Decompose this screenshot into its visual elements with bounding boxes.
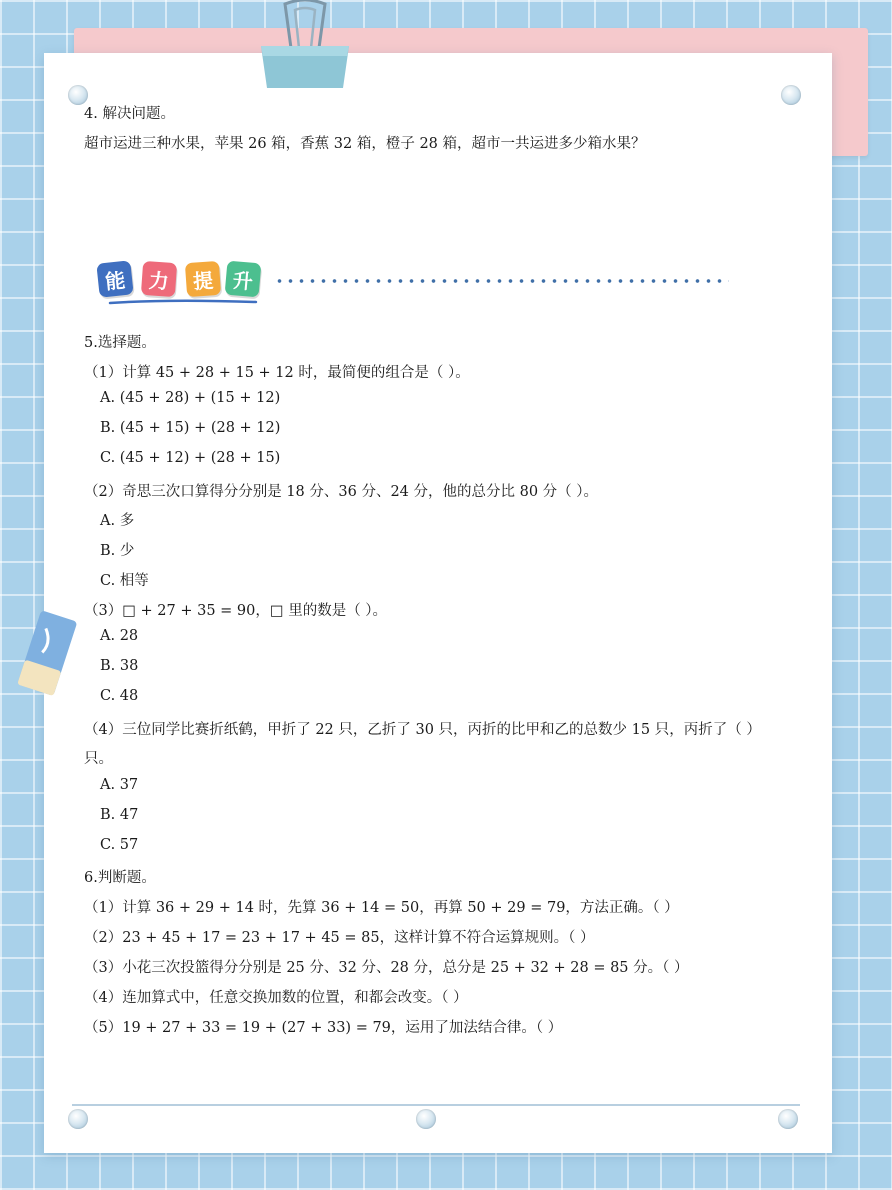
q6-item-2: （2）23 + 45 + 17 = 23 + 17 + 45 = 85，这样计算不符合运算规则。（ ） (84, 930, 595, 946)
q5-p3-option-c: C. 48 (100, 688, 139, 704)
q5-p2-option-a: A. 多 (100, 513, 135, 529)
q4-heading: 4. 解决问题。 (84, 106, 175, 122)
paper-hole-bottom-middle (416, 1109, 436, 1129)
brush-underline-icon (108, 298, 258, 306)
section-badge-char-2: 力 (141, 261, 177, 297)
q5-p2-stem: （2）奇思三次口算得分分别是 18 分、36 分、24 分，他的总分比 80 分（ ）。 (84, 484, 599, 500)
paper-hole-bottom-left (68, 1109, 88, 1129)
q5-p2-option-b: B. 少 (100, 543, 135, 559)
q6-item-5: （5）19 + 27 + 33 = 19 + (27 + 33) = 79，运用了加法结合律。（ ） (84, 1020, 563, 1036)
q5-p1-option-c: C. (45 + 12) + (28 + 15) (100, 450, 281, 466)
paper-hole-bottom-right (778, 1109, 798, 1129)
q6-item-1: （1）计算 36 + 29 + 14 时，先算 36 + 14 = 50，再算 50 + 29 = 79，方法正确。（ ） (84, 900, 679, 916)
q5-p1-stem: （1）计算 45 + 28 + 15 + 12 时，最简便的组合是（ ）。 (84, 365, 470, 381)
section-badge-char-4: 升 (225, 261, 262, 298)
q5-p4-stem-line1: （4）三位同学比赛折纸鹤，甲折了 22 只，乙折了 30 只，丙折的比甲和乙的总数少 15 只，丙折了（ ） (84, 722, 761, 738)
q6-item-3: （3）小花三次投篮得分分别是 25 分、32 分、28 分，总分是 25 + 32 + 28 = 85 分。（ ） (84, 960, 689, 976)
q6-heading: 6.判断题。 (84, 870, 156, 886)
section-header-ability (98, 258, 738, 308)
q5-p4-option-a: A. 37 (100, 777, 139, 793)
q5-p4-option-c: C. 57 (100, 837, 139, 853)
dotted-divider (274, 279, 729, 283)
q4-text: 超市运进三种水果，苹果 26 箱，香蕉 32 箱，橙子 28 箱，超市一共运进多少箱水果？ (84, 136, 646, 152)
binder-clip-icon (255, 0, 355, 92)
q5-p4-stem-line2: 只。 (84, 751, 113, 767)
q5-p2-option-c: C. 相等 (100, 573, 149, 589)
section-badge-char-1: 能 (96, 260, 133, 297)
q5-p1-option-b: B. (45 + 15) + (28 + 12) (100, 420, 281, 436)
q5-p1-option-a: A. (45 + 28) + (15 + 12) (100, 390, 281, 406)
q5-p3-option-a: A. 28 (100, 628, 139, 644)
q5-p3-stem: （3）□ + 27 + 35 = 90，□ 里的数是（ ）。 (84, 603, 388, 619)
bottom-divider (72, 1104, 800, 1106)
eraser-icon (16, 608, 78, 700)
section-badge-char-3: 提 (185, 261, 221, 297)
q5-p4-option-b: B. 47 (100, 807, 139, 823)
q5-p3-option-b: B. 38 (100, 658, 139, 674)
q5-heading: 5.选择题。 (84, 335, 156, 351)
paper-hole-top-right (781, 85, 801, 105)
q6-item-4: （4）连加算式中，任意交换加数的位置，和都会改变。（ ） (84, 990, 468, 1006)
